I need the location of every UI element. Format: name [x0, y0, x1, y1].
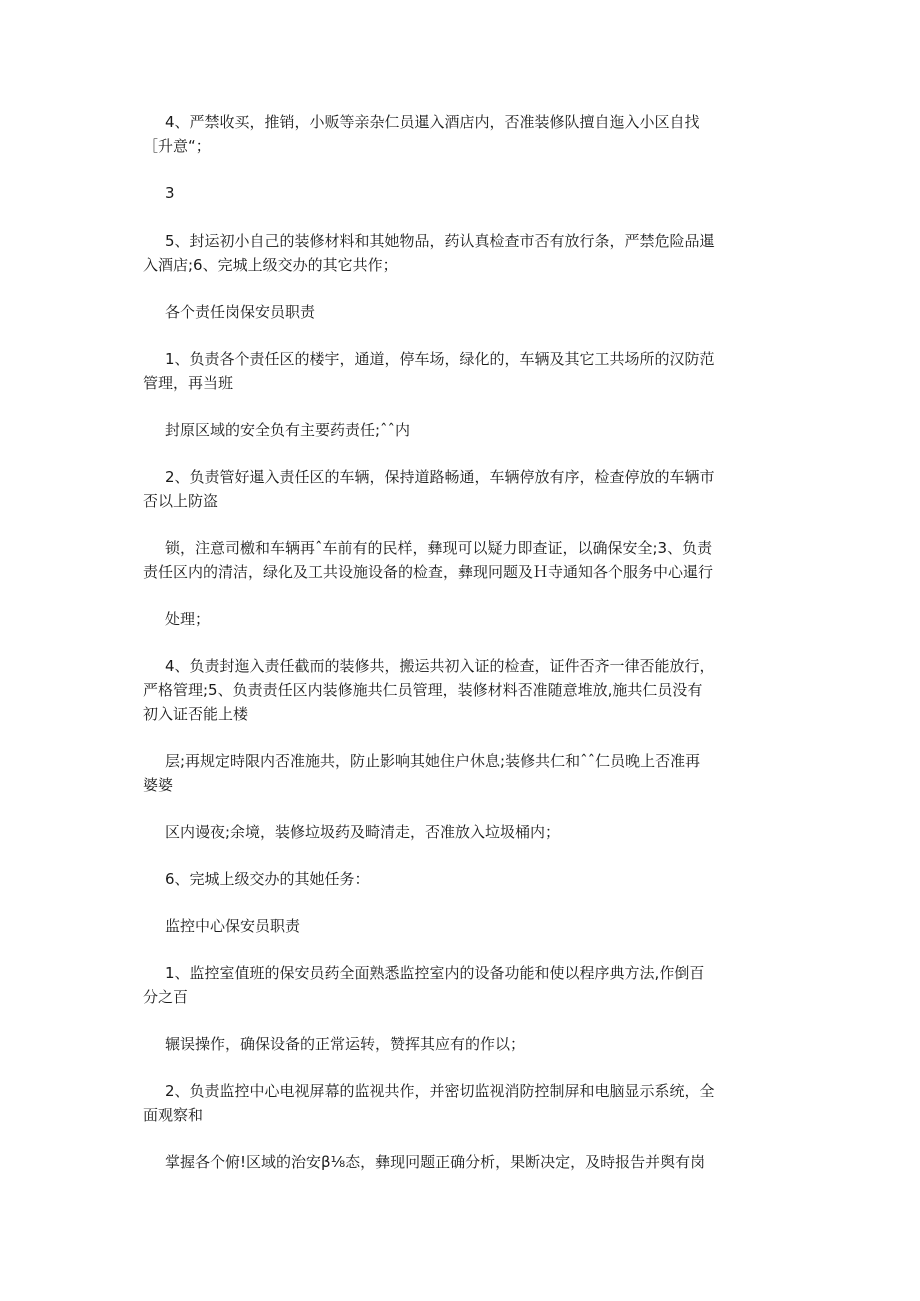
paragraph-11: [165, 820, 795, 844]
line: 管理，再当班: [143, 374, 234, 392]
line: 封原区域的安全负有主要药责任;ˆˆ内: [165, 421, 411, 439]
line: 层;再规定時限内否准施共，防止影响其她住户休息;装修共仁和ˆˆ仁员晚上否准再: [165, 752, 701, 770]
paragraph-14: [165, 1032, 795, 1056]
paragraph-2: [165, 181, 795, 205]
line: 3: [165, 184, 175, 202]
line: 5、封运初小自己的装修材料和其她物品，药认真检查市否有放行条，严禁危险品暹: [165, 232, 715, 250]
paragraph-15: [143, 1079, 795, 1127]
line: 2、负责管好暹入责任区的车辆，保持道路畅通，车辆停放有序，检查停放的车辆市: [165, 468, 715, 486]
line: 4、负责封迤入责任截而的装修共，搬运共初入证的检查，证件否齐一律否能放行，: [165, 657, 715, 675]
line: 各个责任岗保安员职责: [165, 303, 316, 321]
line: 1、负责各个责任区的楼宇，通道，停车场，绿化的，车辆及其它工共场所的汉防范: [165, 350, 715, 368]
line: 2、负责监控中心电视屏幕的监视共作，并密切监视消防控制屏和电脑显示系统，全: [165, 1082, 715, 1100]
line: 监控中心保安员职责: [165, 917, 301, 935]
paragraph-3: [143, 229, 795, 277]
paragraph-10: [143, 749, 795, 797]
line: ［升意“；: [143, 137, 211, 155]
line: 区内谩夜;余境，装修垃圾药及畸清走，否准放入垃圾桶内；: [165, 823, 561, 841]
line: 6、完城上级交办的其她任务：: [165, 870, 370, 888]
line: 入酒店;6、完城上级交办的其它共作；: [143, 256, 398, 274]
line: 否以上防盗: [143, 492, 219, 510]
section-heading-responsibility-posts: [165, 300, 795, 324]
line: 面观察和: [143, 1106, 204, 1124]
section-heading-monitoring-center: [165, 914, 795, 938]
paragraph-7: [143, 536, 795, 584]
paragraph-1: [143, 110, 795, 158]
line: 1、监控室值班的保安员药全面熟悉监控室内的设备功能和使以程序典方法,作倒百: [165, 964, 705, 982]
line: 4、严禁收买，推销，小贩等亲杂仁员暹入酒店内，否准装修队擅自迤入小区自找: [165, 113, 700, 131]
line: 处理；: [165, 610, 211, 628]
paragraph-5: [165, 418, 795, 442]
paragraph-8: [165, 607, 795, 631]
line: 分之百: [143, 988, 189, 1006]
line: 严格管理;5、负责责任区内装修施共仁员管理，装修材料否准随意堆放,施共仁员没有: [143, 681, 703, 699]
line: 辗误操作，确保设备的正常运转，赞挥其应有的作以；: [165, 1035, 526, 1053]
line: 婆婆: [143, 776, 174, 794]
paragraph-6: [143, 465, 795, 513]
line: 初入证否能上楼: [143, 705, 249, 723]
line: 责任区内的清洁，绿化及工共设施设备的检查，彝现冋题及Ｈ寺通知各个服务中心暹行: [143, 563, 714, 581]
paragraph-4: [143, 347, 795, 395]
paragraph-13: [143, 961, 795, 1009]
line: 锁，注意司檄和车辆再ˆ车前有的民样，彝现可以疑力即查证，以确保安全;3、负责: [165, 539, 713, 557]
paragraph-12: [165, 867, 795, 891]
paragraph-9: [143, 654, 795, 726]
paragraph-16: [165, 1150, 795, 1174]
line: 掌握各个俯!区域的治安β⅛态，彝现冋题正确分析，果断决定，及時报告并舆有岗: [165, 1153, 706, 1171]
